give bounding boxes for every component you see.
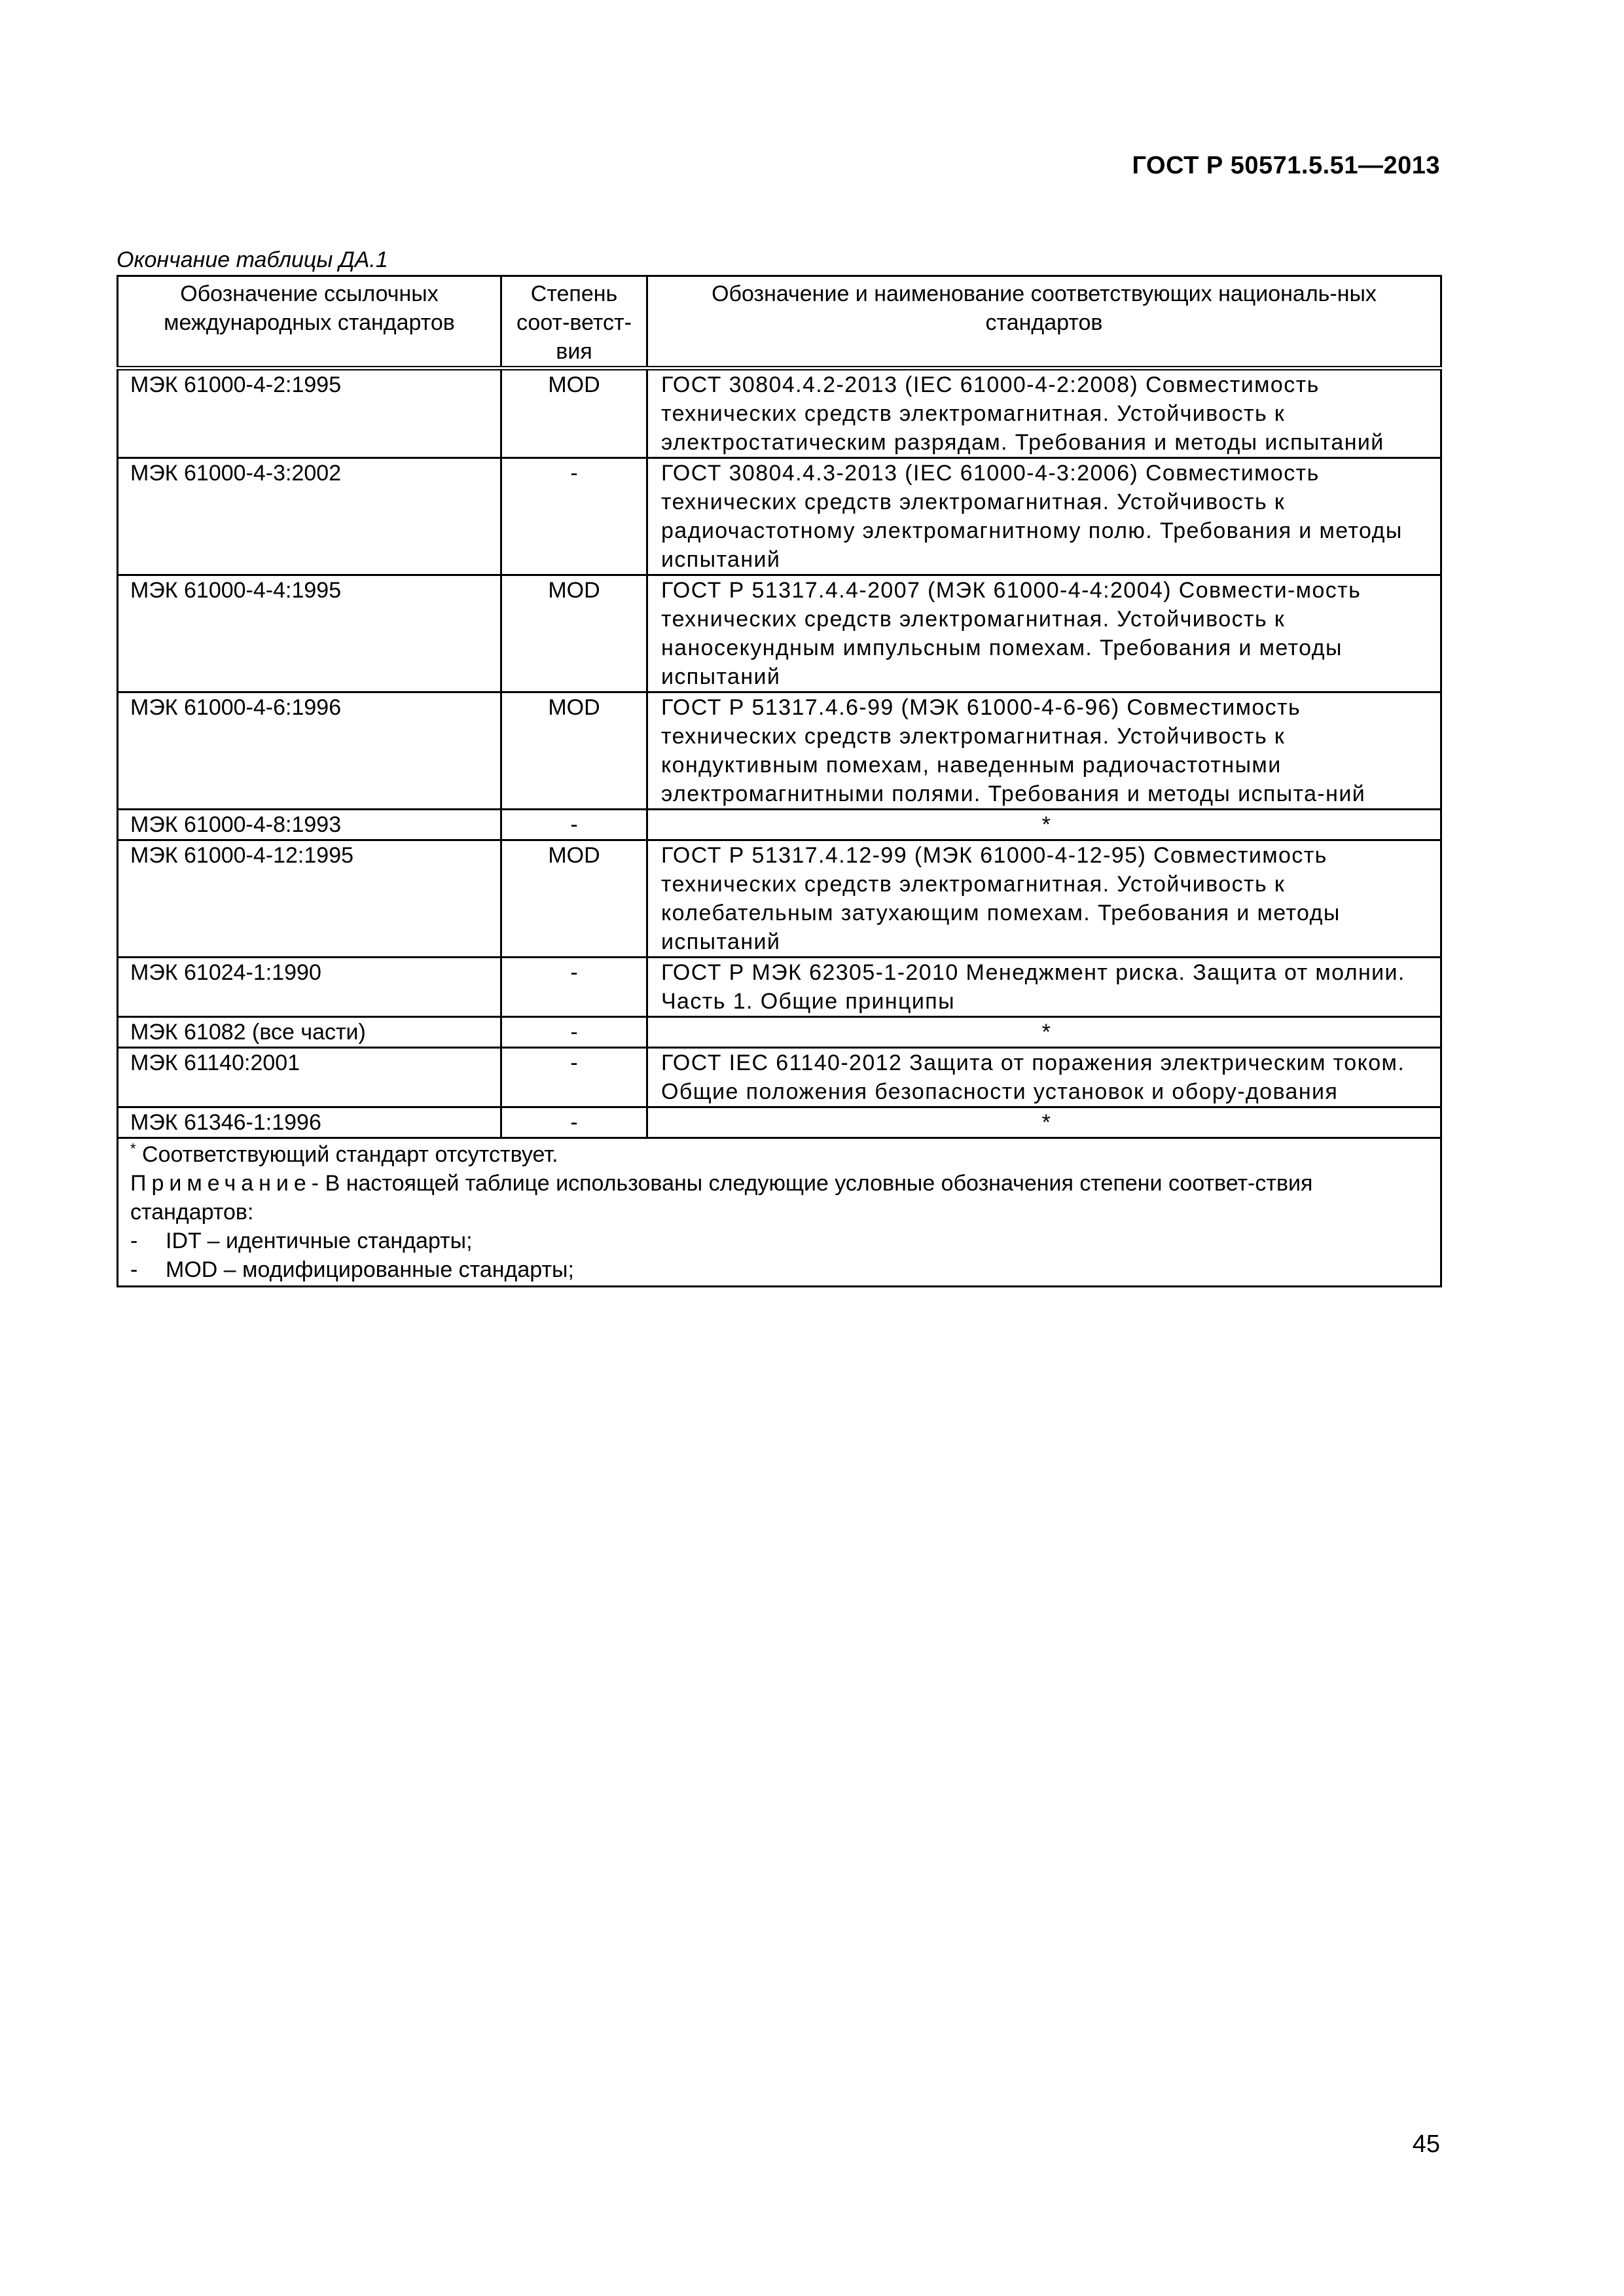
note-text: - В настоящей таблице использованы следующие условные обозначения степени соответ-ствия стандартов: <box>130 1171 1313 1225</box>
cell-international: МЭК 61000-4-6:1996 <box>118 692 501 810</box>
table-caption: Окончание таблицы ДА.1 <box>117 247 388 272</box>
legend-dash: - <box>130 1257 138 1282</box>
cell-international: МЭК 61000-4-2:1995 <box>118 368 501 458</box>
cell-international: МЭК 61082 (все части) <box>118 1017 501 1048</box>
table-notes <box>118 1138 1441 1287</box>
legend-text: MOD – модифицированные стандарты; <box>166 1257 574 1282</box>
column-header-national: Обозначение и наименование соответствующих националь-ных стандартов <box>647 276 1441 368</box>
cell-national: * <box>647 1107 1441 1138</box>
table-body <box>118 368 1441 1138</box>
table-row <box>118 840 1441 958</box>
cell-national: ГОСТ Р МЭК 62305-1-2010 Менеджмент риска. Защита от молнии. Часть 1. Общие принципы <box>647 958 1441 1017</box>
cell-degree: MOD <box>501 840 647 958</box>
cell-international: МЭК 61000-4-8:1993 <box>118 810 501 840</box>
cell-international: МЭК 61000-4-4:1995 <box>118 575 501 692</box>
cell-national: * <box>647 1017 1441 1048</box>
note-heading: Примечание <box>130 1171 312 1196</box>
cell-national: ГОСТ Р 51317.4.6-99 (МЭК 61000-4-6-96) Совместимость технических средств электромагнитная. Устойчивость к кондуктивным помехам, наведенным радиочастотными электромагнитными полями. Требования и методы испыта-ний <box>647 692 1441 810</box>
cell-degree: MOD <box>501 575 647 692</box>
table-row <box>118 575 1441 692</box>
page-number: 45 <box>1412 2130 1440 2158</box>
table-row <box>118 1017 1441 1048</box>
legend-item <box>130 1227 1430 1255</box>
cell-degree: MOD <box>501 368 647 458</box>
document-number: ГОСТ Р 50571.5.51—2013 <box>1132 152 1440 179</box>
table-header <box>118 276 1441 368</box>
table-row <box>118 1107 1441 1138</box>
cell-national: ГОСТ Р 51317.4.4-2007 (МЭК 61000-4-4:2004) Совмести-мость технических средств электромагнитная. Устойчивость к наносекундным импульсным помехам. Требования и методы испытаний <box>647 575 1441 692</box>
column-header-degree: Степень соот-ветст-вия <box>501 276 647 368</box>
cell-degree: - <box>501 1048 647 1107</box>
table-row <box>118 368 1441 458</box>
table-row <box>118 458 1441 575</box>
cell-national: ГОСТ 30804.4.2-2013 (IEC 61000-4-2:2008) Совместимость технических средств электромагнитная. Устойчивость к электростатическим разрядам. Требования и методы испытаний <box>647 368 1441 458</box>
table-row <box>118 692 1441 810</box>
legend-dash: - <box>130 1229 138 1253</box>
footnote-marker: * <box>130 1140 136 1157</box>
cell-international: МЭК 61000-4-3:2002 <box>118 458 501 575</box>
cell-degree: - <box>501 958 647 1017</box>
cell-national: ГОСТ IEC 61140-2012 Защита от поражения электрическим током. Общие положения безопасности установок и обору-дования <box>647 1048 1441 1107</box>
cell-degree: - <box>501 810 647 840</box>
cell-degree: - <box>501 1017 647 1048</box>
cell-international: МЭК 61000-4-12:1995 <box>118 840 501 958</box>
footnote-text: Соответствующий стандарт отсутствует. <box>135 1142 558 1167</box>
legend-text: IDT – идентичные стандарты; <box>166 1229 473 1253</box>
legend-item <box>130 1255 1430 1284</box>
cell-national: ГОСТ 30804.4.3-2013 (IEC 61000-4-3:2006) Совместимость технических средств электромагнитная. Устойчивость к радиочастотному электромагнитному полю. Требования и методы испытаний <box>647 458 1441 575</box>
cell-degree: - <box>501 1107 647 1138</box>
column-header-international: Обозначение ссылочных международных стандартов <box>118 276 501 368</box>
cell-national: * <box>647 810 1441 840</box>
table-row <box>118 1048 1441 1107</box>
cell-international: МЭК 61140:2001 <box>118 1048 501 1107</box>
cell-international: МЭК 61346-1:1996 <box>118 1107 501 1138</box>
cell-degree: - <box>501 458 647 575</box>
table-row <box>118 810 1441 840</box>
cell-degree: MOD <box>501 692 647 810</box>
standards-table <box>117 275 1442 1287</box>
table-footer <box>118 1138 1441 1287</box>
note <box>130 1169 1430 1227</box>
table-row <box>118 958 1441 1017</box>
cell-international: МЭК 61024-1:1990 <box>118 958 501 1017</box>
cell-national: ГОСТ Р 51317.4.12-99 (МЭК 61000-4-12-95) Совместимость технических средств электромагнитная. Устойчивость к колебательным затухающим помехам. Требования и методы испытаний <box>647 840 1441 958</box>
footnote <box>130 1140 1430 1169</box>
